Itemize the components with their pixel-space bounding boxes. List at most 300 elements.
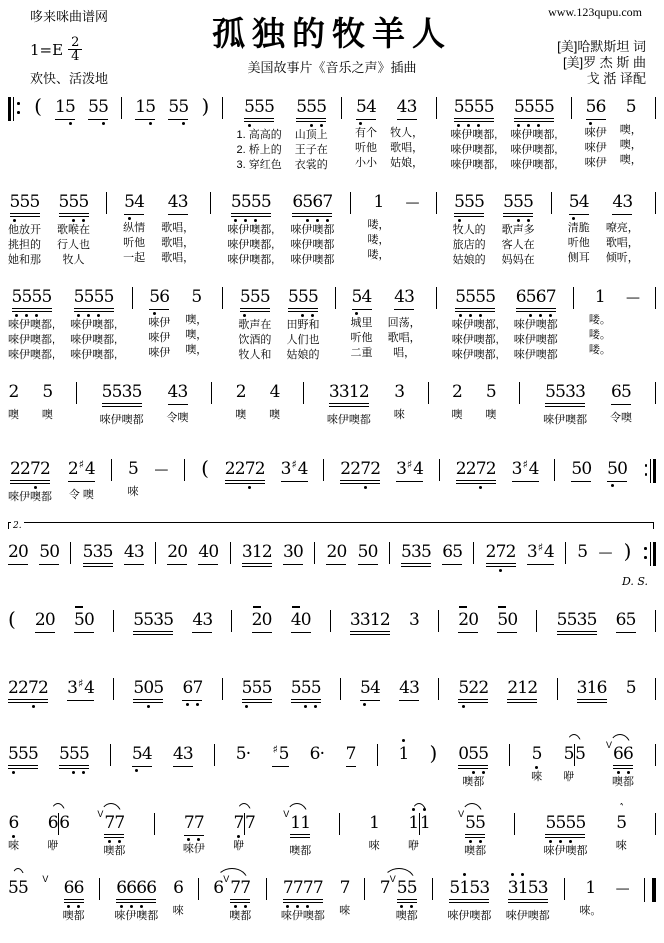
barline [154,813,155,835]
note-token [512,452,539,488]
barline [214,744,215,766]
score [8,90,656,936]
note-token [620,90,642,168]
note-digits: 5 [577,542,589,562]
note-digits: 7 7 [184,813,204,836]
barline [266,878,267,900]
octave-dots-above [291,603,311,610]
lyric: 唻伊噢都 [513,349,558,361]
lyric: 山顶上 [294,129,328,141]
octave-dots-below [234,833,244,839]
note-token [74,603,94,639]
lyric: 唻 [339,905,351,917]
note-token [563,737,574,785]
slur-group [47,806,69,854]
dash: — [154,462,169,478]
volta-bracket [8,522,654,530]
lyric: 唻伊噢都 [290,239,335,251]
lyric: 噢， [185,314,208,326]
note-digits: 5 6 [149,287,169,310]
note-token [114,871,158,924]
lyric: 唻伊噢都 [543,414,588,426]
note-token [527,535,554,571]
barline [132,287,133,309]
note-digits: 6 6 [613,744,633,769]
note-digits: 5 [18,878,29,898]
note-token [242,535,272,573]
lyric: 她和那 [8,254,41,266]
barline [436,97,437,119]
score-line-10 [8,806,656,859]
note-digits: 3 ♯ 4 [281,459,308,482]
octave-dots-below [454,217,484,223]
note-digits: 3 0 [283,542,303,565]
octave-dots-below [230,903,250,909]
note-digits: 2 2 7 2 [340,459,380,484]
note-token [388,280,421,361]
lyric: 城里 [350,317,373,329]
note-token [452,375,463,423]
octave-dots-below [454,122,494,128]
note-token [626,671,636,704]
barline [432,878,433,900]
breath-mark: V [42,874,49,884]
note-token [458,737,488,790]
note-digits: 2 2 7 2 [456,459,496,484]
note-token [236,737,251,770]
octave-dots-below [360,701,380,707]
note-digits: 5 5 5 5 [231,192,271,217]
lyric: 唻伊噢都 [447,910,492,922]
note-token [8,671,48,709]
note-digits: 5 [563,744,575,764]
lyric: 唻伊噢都 [513,319,558,331]
note-token [310,737,325,770]
lyric: 令噢 [610,412,632,424]
lyric: 噢 [451,409,463,421]
octave-dots-below [64,903,84,909]
lyric: 唻伊噢都, [227,224,275,236]
note-digits: 0 5 5 [458,744,488,769]
note-digits: 5 5 5 [454,192,484,217]
octave-dots-below [545,838,585,844]
barline [655,744,656,766]
lyric: 喽。 [588,344,611,356]
note-token [168,90,188,126]
note-token [100,375,144,428]
octave-dots-below [74,312,114,318]
lyric: 噢， [619,139,642,151]
note-digits: 5 5 5 [240,287,270,312]
lyric: 田野和 [286,319,320,331]
dal-segno-label: D. S. [621,575,648,588]
note-digits: 5 5 5 5 [454,97,494,122]
barline [339,813,340,835]
score-line-7 [8,603,656,641]
lyric: 听他 [354,142,377,154]
lyric: 噢都 [462,776,485,788]
note-digits: 1 [585,878,597,898]
lyric: 唻 [172,905,184,917]
breath-mark: V [223,874,230,884]
time-signature [68,36,82,63]
octave-dots-below [104,838,124,844]
lyric: 牧人和 [238,349,272,361]
octave-dots-above [252,603,272,610]
note-digits: 6 [47,813,59,833]
octave-dots-below [356,120,376,126]
barline [551,192,552,214]
note-token [616,806,627,854]
note-token [450,90,497,173]
note-token [272,737,289,773]
note-token [458,671,488,709]
note-digits: 4 3 [612,192,632,215]
barline [70,542,71,564]
lyric: 唻伊 [148,347,171,359]
paren-close: ) [623,539,632,563]
octave-dots-below [8,769,38,775]
octave-dots-below [88,120,108,126]
octave-dots-above [497,603,517,610]
note-token [286,280,319,363]
note-token [8,535,28,571]
note-token [452,280,499,363]
lyric: 唻伊噢都 [326,414,371,426]
octave-dots-above [458,603,478,610]
octave-dots-below [9,833,19,839]
note-digits: 5 5 5 [10,192,40,217]
barline [573,287,574,309]
note-digits: 2 0 [167,542,187,565]
slur-group [213,871,251,924]
barline [364,878,365,900]
note-digits: 6 5 [442,542,462,565]
octave-dots-below [458,703,488,709]
note-digits: 5 5 3 3 [545,382,585,407]
note-digits: 5 · [235,744,252,764]
barline [231,610,232,632]
lyric: 小小 [354,157,377,169]
note-token [514,280,558,363]
lyric: 唻 [8,840,19,852]
note-token [68,452,95,503]
note-token [182,671,202,707]
barline [76,382,77,404]
note-token [35,603,55,639]
note-digits: 3 3 1 2 [329,382,369,407]
lyric: 噢都 [62,910,85,922]
lyric: 唻伊噢都, [510,144,558,156]
note-token [420,806,430,839]
note-token [213,871,223,904]
note-digits: 5 5 5 [59,744,89,769]
note-token [326,535,346,571]
note-digits: 5 [8,878,19,898]
note-digits: 5 0 [607,459,627,482]
lyric: 唻伊噢都, [70,349,118,361]
note-digits: 5 5 [397,878,417,903]
credit-translator: 戈 湉 译配 [586,71,646,86]
octave-dots-below [283,903,323,909]
note-token [281,871,325,924]
note-digits: 5 0 [497,610,517,633]
barline [335,287,336,309]
lyric: 唻伊噢都 [505,910,550,922]
octave-dots-below [340,484,380,490]
barline [436,287,437,309]
barline [314,542,315,564]
note-token [39,535,59,571]
note-digits: 5 3 5 [401,542,431,567]
lyric: 噢， [619,154,642,166]
lyric: 唻伊噢都, [450,129,498,141]
note-digits: 7 [346,744,356,767]
octave-dots-above [74,603,94,610]
note-digits: 5 0 [358,542,378,565]
note-digits: 5 4 [356,97,376,120]
note-token [408,806,419,854]
lyric: 唻伊 [584,127,607,139]
octave-dots-below [10,484,50,490]
lyric: 噢， [185,329,208,341]
lyric: 唻伊噢都 [290,254,335,266]
barline [438,678,439,700]
note-digits: 7 [379,878,391,898]
lyric: 侧耳 [567,252,590,264]
song-title: 孤独的牧羊人 [212,14,452,53]
lyric: 唻伊噢都 [290,224,335,236]
lyric: 行人也 [57,239,91,251]
note-digits: 5 5 5 [296,97,326,122]
rep-begin [8,97,21,121]
slur-group [8,871,28,904]
lyric: 咿 [407,840,419,852]
octave-dots-below [456,484,496,490]
note-digits: 2 2 7 2 [225,459,265,484]
lyric: 噢都 [612,776,635,788]
lyric: 唻伊噢都, [451,319,499,331]
note-digits: 5 5 5 5 [514,97,554,122]
slur-group [233,806,255,854]
dash: — [615,881,630,897]
barline [655,382,656,404]
lyric: 喽。 [588,329,611,341]
score-line-11 [8,871,656,924]
barline [330,610,331,632]
note-digits: 4 0 [198,542,218,565]
note-token [128,452,139,500]
note-digits: 6 6 [64,878,84,903]
barline [473,542,474,564]
lyric: 唻 [393,409,405,421]
lyric: 噢都 [229,910,252,922]
note-token [235,375,246,423]
note-token [148,280,170,361]
note-token [238,280,271,363]
note-token [192,603,212,639]
octave-dots-below [503,217,533,223]
note-digits: 5 [616,813,628,833]
note-token [369,806,380,854]
note-token [458,603,478,639]
octave-dots-below [8,703,48,709]
lyric: 唻伊噢都 [280,910,325,922]
lyric: 咿 [563,771,575,783]
note-digits: 5 [625,678,637,698]
note-digits: 4 3 [168,192,188,215]
note-digits: 3 3 1 2 [350,610,390,635]
barline [519,382,520,404]
lyric: 唻伊噢都 [99,414,144,426]
octave-dots-below [149,310,169,316]
note-token [531,737,542,785]
lyric: 唻伊 [148,317,171,329]
volta-label: 2. [13,521,22,531]
note-digits: 5 5 5 [8,744,38,769]
lyric: 唻 [368,840,380,852]
paren-open: ( [34,94,42,118]
note-digits: 1 [594,287,606,307]
note-token [47,806,58,854]
barline [655,192,656,214]
octave-dots-below [586,120,606,126]
note-digits: 2 [235,382,247,402]
note-digits: 6 5 6 7 [516,287,556,312]
note-token [355,90,377,171]
note-digits: ♯ 5 [272,744,289,767]
barline [377,744,378,766]
note-digits: 4 3 [399,678,419,701]
note-token [67,671,94,707]
paren-open: ( [8,607,16,631]
octave-dots-below [532,764,542,770]
note-digits: 2 7 2 [486,542,516,567]
note-token [291,671,321,709]
note-token [506,871,550,924]
note-digits: 1 5 [135,97,155,120]
note-digits: 5 4 [124,192,144,215]
note-digits: 5 1 5 3 [449,878,489,903]
note-digits: 5 4 [132,744,152,767]
barline [211,382,212,404]
paren-open: ( [201,456,209,480]
note-token [8,185,41,268]
barline [655,610,656,632]
note-digits: 7 7 [230,878,250,903]
note-token [502,185,535,268]
lyric: 唻伊噢都, [510,159,558,171]
time-numerator: 2 [68,36,82,50]
note-token [616,603,636,639]
note-token [543,375,587,428]
lyric: 噢， [619,124,642,136]
note-digits: 5 5 [465,813,485,838]
note-digits: 2 [452,382,463,402]
final-bar [644,878,656,902]
note-token [612,737,634,790]
note-token [507,671,537,709]
barline [184,459,185,481]
note-token [396,452,423,488]
note-digits: 2 ♯ 4 [68,459,95,482]
note-digits: 1 1 [290,813,310,838]
score-line-1 [8,90,656,173]
note-token [568,185,590,266]
barline [564,878,565,900]
lyric: 唻伊噢都 [513,334,558,346]
lyric: 令噢 [166,412,189,424]
note-digits: 5 [128,459,139,479]
score-line-5 [8,452,656,505]
note-digits: 3 1 5 3 [508,878,548,903]
note-token [55,90,75,126]
barline [230,542,231,564]
lyric: 唻伊噢都, [70,334,118,346]
dash: — [625,290,640,306]
note-digits: 2 [8,382,20,402]
octave-dots-below [225,484,265,490]
lyric: 姑娘， [390,157,424,169]
barline [655,678,656,700]
note-token [398,737,408,770]
note-token [8,452,52,505]
octave-dots-above [449,871,489,878]
site-name: 哆来咪曲谱网 [30,9,109,24]
lyric: 唻伊噢都, [450,144,498,156]
note-digits: 5 0 [571,459,591,482]
note-digits: 1 [373,192,385,212]
lyric: 姑娘的 [286,349,320,361]
note-digits: 4 3 [192,610,212,633]
note-digits: 5 5 5 [288,287,318,312]
slur-group [380,871,418,924]
paren-close: ) [429,741,438,765]
barline [198,878,199,900]
note-digits: 2 0 [458,610,478,633]
note-digits: 2 2 7 2 [10,459,50,484]
lyric: 王子在 [294,144,328,156]
note-digits: 2 2 7 2 [8,678,48,703]
note-token [245,806,255,839]
octave-dots-above [398,737,408,744]
note-token [327,375,371,428]
lyric: 一起 [123,252,146,264]
octave-dots-below [465,838,485,844]
lyric: 喽。 [588,314,611,326]
lyric: 听他 [567,237,590,249]
octave-dots-below [116,903,156,909]
note-token [401,535,431,573]
note-token [390,90,423,171]
note-token [42,375,53,423]
barline [554,459,555,481]
barline [439,459,440,481]
octave-dots-below [607,482,627,488]
note-digits: 7 7 [104,813,124,838]
octave-dots-below [182,701,202,707]
note-digits: 6 7 [182,678,202,701]
slur-group [563,737,585,785]
lyric: 清脆 [567,222,590,234]
barline [514,813,515,835]
note-token [124,535,144,571]
octave-dots-below [458,769,488,775]
note-digits: 3 1 2 [242,542,272,567]
lyric: 唱， [393,347,416,359]
note-token [453,185,486,268]
octave-dots-below [59,217,89,223]
